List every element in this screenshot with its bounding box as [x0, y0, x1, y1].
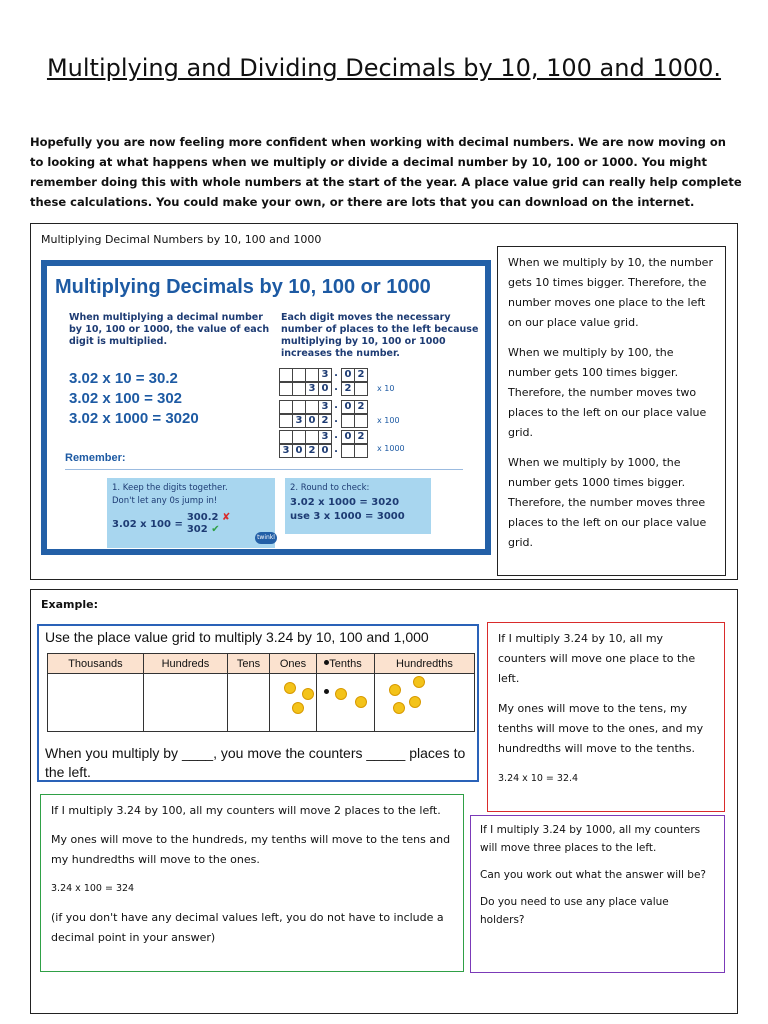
explanation-text: When we multiply by 100, the number gets 100 times bigger. Therefore, the number moves two places to the left on our place value grid. — [508, 346, 707, 439]
counter-icon — [335, 688, 347, 700]
cross-icon: ✘ — [221, 512, 231, 523]
poster-equation: 3.02 x 100 = 302 — [69, 390, 183, 407]
decimal-point-icon — [324, 660, 329, 665]
check-icon: ✔ — [211, 524, 220, 535]
counter-icon — [413, 676, 425, 688]
place-value-grid-card — [37, 624, 479, 782]
table-cell — [48, 674, 144, 732]
explanation-text: If I multiply 3.24 by 1000, all my counters will move three places to the left. — [480, 824, 701, 854]
explanation-text: If I multiply 3.24 by 100, all my counters will move 2 places to the left. — [51, 804, 441, 817]
table-cell — [143, 674, 227, 732]
tip-text: 1. Keep the digits together. — [112, 483, 228, 493]
poster-content — [47, 266, 485, 549]
fill-in-question: When you multiply by ____, you move the counters _____ places to the left. — [45, 745, 466, 780]
poster-right-text: Each digit moves the necessary number of places to the left because multiplying by 10, 100 or 1000 increases the number. — [281, 312, 479, 359]
times-10-box — [487, 622, 725, 812]
tip-text: 2. Round to check: — [290, 483, 370, 493]
section-label: Multiplying Decimal Numbers by 10, 100 and 1000 — [41, 233, 322, 246]
explanation-text: When we multiply by 10, the number gets 10 times bigger. Therefore, the number moves one place to the left on our place value grid. — [508, 256, 713, 329]
right-answer: 302 — [186, 524, 208, 535]
table-cell-hundredths — [374, 674, 474, 732]
twinkl-logo: twinkl — [255, 532, 277, 544]
column-header: Hundredths — [374, 654, 474, 674]
explanation-text: If I multiply 3.24 by 10, all my counters will move one place to the left. — [498, 632, 696, 685]
column-header: Thousands — [48, 654, 144, 674]
poster-grid-row: 3 0 2 0 . — [279, 444, 367, 458]
tip-round-to-check — [285, 478, 431, 534]
explanation-text: My ones will move to the tens, my tenths will move to the ones, and my hundredths will move to the tenths. — [498, 702, 704, 755]
counter-icon — [393, 702, 405, 714]
grid-title: Use the place value grid to multiply 3.24 by 10, 100 and 1,000 — [45, 629, 429, 645]
times-100-box — [40, 794, 464, 972]
times-1000-box — [470, 815, 725, 973]
tip-equation: 3.02 x 1000 = 3020 — [290, 497, 400, 508]
column-header: Hundreds — [143, 654, 227, 674]
question-text: Can you work out what the answer will be? — [480, 869, 707, 881]
poster-grid-row: 3 0 2 . — [279, 414, 367, 428]
poster-grid-row: 3 . 0 2 — [279, 400, 367, 414]
tip-equation: use 3 x 1000 = 3000 — [290, 511, 405, 522]
poster-grid-row: 3 . 0 2 — [279, 368, 367, 382]
poster-equation: 3.02 x 10 = 30.2 — [69, 370, 178, 387]
example-section — [30, 589, 738, 1014]
explanation-text: My ones will move to the hundreds, my tenths will move to the tens and my hundredths will move to the ones. — [51, 833, 451, 866]
multiplying-section — [30, 223, 738, 580]
counter-icon — [284, 682, 296, 694]
divider — [65, 469, 463, 470]
counter-icon — [355, 696, 367, 708]
intro-paragraph: Hopefully you are now feeling more confident when working with decimal numbers. We are now moving on to looking at what happens when we multiply or divide a decimal number by 10, 100 or 1000. You might remember doing this with whole numbers at the start of the year. A place value grid can really help complete these calculations. You could make your own, or there are lots that you can download on the internet. — [30, 135, 742, 209]
wrong-answer: 300.2 — [186, 512, 219, 523]
arrow-label: x 1000 — [377, 444, 405, 453]
arrow-label: x 100 — [377, 416, 400, 425]
tip-answers — [187, 512, 231, 536]
answer-text: 3.24 x 10 = 32.4 — [498, 773, 579, 784]
example-label: Example: — [41, 598, 98, 611]
poster-image — [41, 260, 491, 555]
counter-icon — [409, 696, 421, 708]
counter-icon — [292, 702, 304, 714]
place-value-table — [47, 653, 475, 732]
poster-equation: 3.02 x 1000 = 3020 — [69, 410, 199, 427]
table-cell — [228, 674, 270, 732]
answer-text: 3.24 x 100 = 324 — [51, 883, 135, 894]
table-cell-tenths — [317, 674, 375, 732]
column-header: Tens — [228, 654, 270, 674]
explanation-text: When we multiply by 1000, the number gets 1000 times bigger. Therefore, the number moves three places to the left on our place value grid. — [508, 456, 707, 549]
counter-icon — [389, 684, 401, 696]
column-header: Ones — [269, 654, 316, 674]
counter-icon — [302, 688, 314, 700]
tip-text: Don't let any 0s jump in! — [112, 496, 218, 506]
poster-left-text: When multiplying a decimal number by 10, 100 or 1000, the value of each digit is multiplied. — [69, 312, 270, 347]
poster-grid-row: 3 0 . 2 — [279, 382, 367, 396]
tip-eq-text: 3.02 x 100 = — [112, 518, 183, 530]
arrow-label: x 10 — [377, 384, 395, 393]
question-text: Do you need to use any place value holders? — [480, 896, 669, 926]
note-text: (if you don't have any decimal values left, you do not have to include a decimal point in your answer) — [51, 911, 444, 944]
poster-grid-row: 3 . 0 2 — [279, 430, 367, 444]
column-header: Tenths — [317, 654, 375, 674]
decimal-point-icon — [324, 689, 329, 694]
tip-keep-digits — [107, 478, 275, 548]
poster-title: Multiplying Decimals by 10, 100 or 1000 — [55, 276, 431, 298]
remember-heading: Remember: — [65, 452, 126, 464]
explanation-box — [497, 246, 726, 576]
table-cell-ones — [269, 674, 316, 732]
page-title: Multiplying and Dividing Decimals by 10, 100 and 1000. — [46, 54, 722, 82]
tip-equation — [112, 512, 270, 536]
